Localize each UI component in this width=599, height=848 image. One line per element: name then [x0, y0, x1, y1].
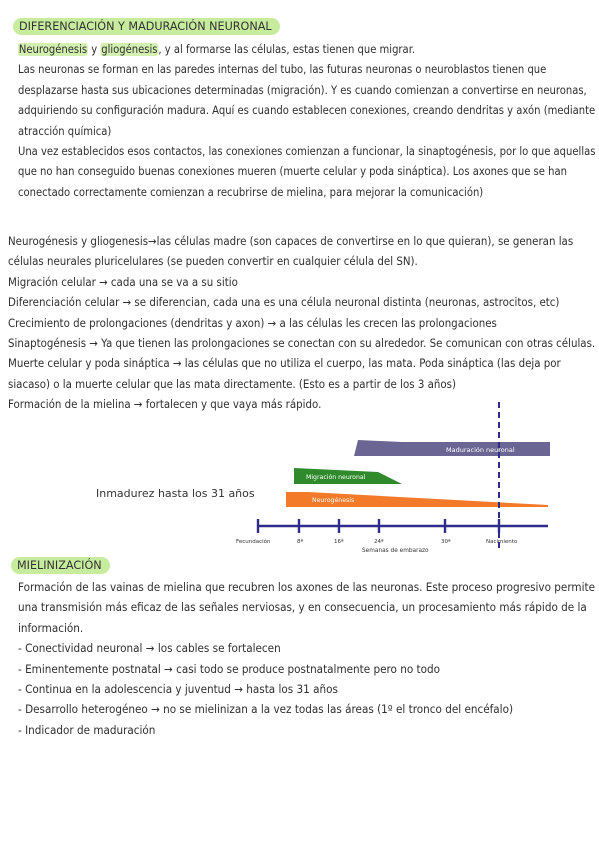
- maduracion-neuronal-label: Maduración neuronal: [446, 446, 515, 454]
- section2-line: Neurogénesis y gliogenesis→las células madre (son capaces de convertirse en lo que quieran), se generan las: [8, 235, 574, 248]
- section3-body: [18, 578, 599, 741]
- section2-line: células neurales pluricelulares (se pueden convertir en cualquier célula del SN).: [8, 255, 418, 269]
- section3-line: una transmisión más eficaz de las señales nerviosas, y en consecuencia, un procesamiento más rápido de la: [18, 601, 587, 615]
- section2-line: Migración celular → cada una se va a su sitio: [8, 275, 238, 289]
- diagram-caption: Inmadurez hasta los 31 años: [96, 487, 255, 500]
- section1-body: [18, 40, 599, 203]
- section3-line: - Eminentemente postnatal → casi todo se produce postnatalmente pero no todo: [18, 662, 441, 676]
- section2-line: Muerte celular y poda sináptica → las células que no utiliza el cuerpo, las mata. Poda sináptica (las deja por: [8, 357, 561, 371]
- section2-line: siacaso) o la muerte celular que las mata directamente. (Esto es a partir de los 3 años): [8, 377, 456, 391]
- section1-line: Las neuronas se forman en las paredes internas del tubo, las futuras neuronas o neuroblastos tienen que: [18, 63, 547, 77]
- section1-line: atracción química): [18, 124, 112, 138]
- section1-line: desplazarse hasta sus ubicaciones determinadas (migración). Y es cuando comienzan a convertirse en neuronas,: [18, 83, 587, 97]
- tick-label-8: 8ª: [297, 539, 304, 545]
- tick-label-fecundacion: Fecundación: [236, 539, 271, 545]
- section2-line: Sinaptogénesis → Ya que tienen las prolongaciones se conectan con su alrededor. Se comunican con otras células.: [8, 337, 596, 351]
- section3-line: - Conectividad neuronal → los cables se fortalecen: [18, 642, 281, 656]
- section1-line: adquiriendo su configuración madura. Aquí es cuando establecen conexiones, creando dendritas y axón (mediante: [18, 104, 596, 118]
- section2-line: Formación de la mielina → fortalecen y que vaya más rápido.: [8, 398, 322, 412]
- section-heading-diferenciacion: DIFERENCIACIÓN Y MADURACIÓN NEURONAL: [13, 18, 280, 35]
- tick-label-nacimiento: Nacimiento: [486, 539, 518, 545]
- neurogenesis-label: Neurogénesis: [312, 497, 355, 504]
- section2-line: Crecimiento de prolongaciones (dendritas y axon) → a las células les crecen las prolongaciones: [8, 316, 497, 330]
- section3-line: Formación de las vainas de mielina que recubren los axones de las neuronas. Este proceso progresivo permite: [18, 581, 595, 594]
- section3-line: - Continua en la adolescencia y juventud → hasta los 31 años: [18, 683, 338, 697]
- highlight-neurogenesis: Neurogénesis: [18, 43, 88, 56]
- section2-line: Diferenciación celular → se diferencian, cada una es una célula neuronal distinta (neuronas, astrocitos, etc): [8, 296, 560, 310]
- section3-line: información.: [18, 621, 84, 635]
- development-timeline-diagram: [230, 400, 560, 560]
- migracion-neuronal-label: Migración neuronal: [306, 474, 366, 481]
- section1-line: que no han conseguido buenas conexiones mueren (muerte celular y poda sináptica). Los axones que se han: [18, 165, 567, 179]
- section1-line-0: Neurogénesis y gliogénesis, y al formarse las células, estas tienen que migrar.: [18, 43, 416, 56]
- tick-label-30: 30ª: [441, 539, 451, 545]
- section1-line: conectado correctamente comienzan a recubrirse de mielina, para mejorar la comunicación): [18, 185, 484, 199]
- axis-title: Semanas de embarazo: [362, 548, 429, 554]
- highlight-gliogenesis: gliogénesis: [101, 43, 158, 56]
- tick-label-24: 24ª: [374, 539, 384, 545]
- section2-body: [8, 232, 599, 416]
- section1-line: Una vez establecidos esos contactos, las conexiones comienzan a funcionar, la sinaptogénesis, por lo que aquellas: [18, 145, 596, 159]
- section3-line: - Indicador de maduración: [18, 723, 156, 737]
- section3-line: - Desarrollo heterogéneo → no se mielinizan a la vez todas las áreas (1º el tronco del encéfalo): [18, 703, 514, 717]
- tick-label-16: 16ª: [334, 539, 344, 545]
- section-heading-mielinizacion: MIELINIZACIÓN: [11, 557, 110, 574]
